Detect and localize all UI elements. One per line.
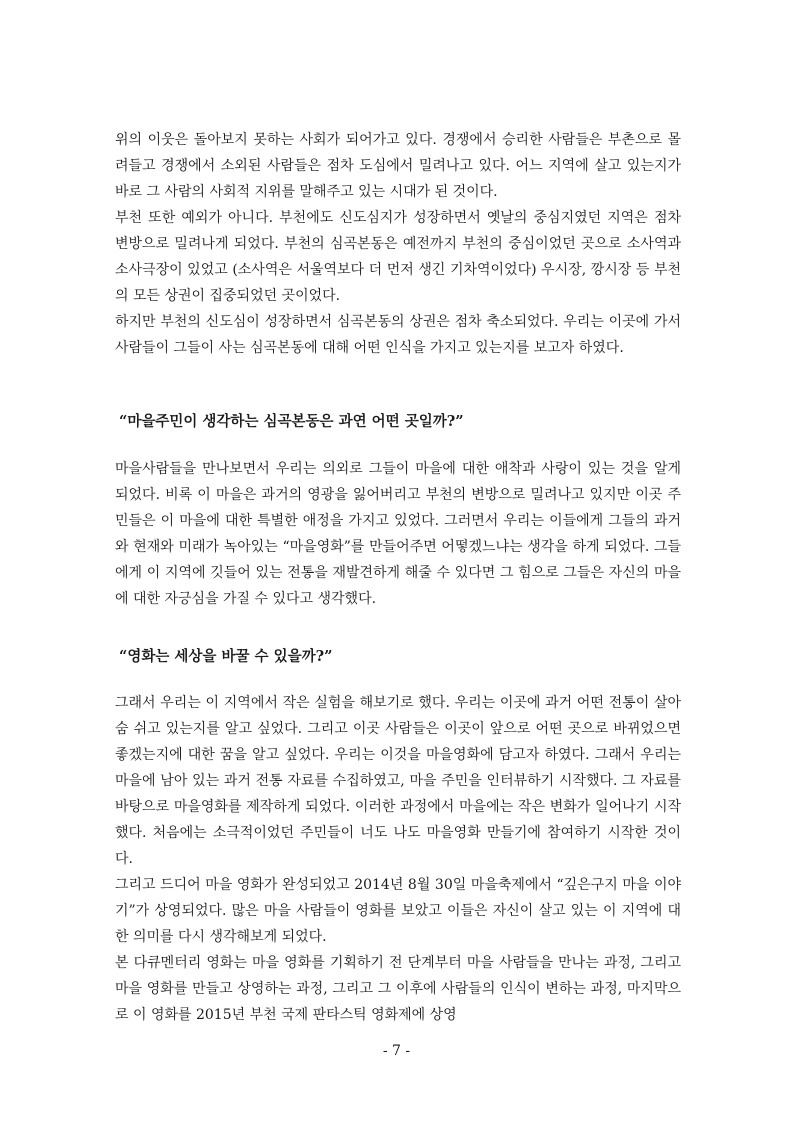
paragraph-text: 본 다큐멘터리 영화는 마을 영화를 기획하기 전 단계부터 마을 사람들을 만나는 과정, 그리고 마을 영화를 만들고 상영하는 과정, 그리고 그 이후에 사람들의 인식이 변하는 과정, 마지막으로 이 영화를 2015년 부천 국제 판타스틱 영화제에 상영 (115, 955, 681, 1023)
section-heading-2: “영화는 세상을 바꿀 수 있을까?” (119, 648, 333, 665)
paragraph-text: 부천 또한 예외가 아니다. 부천에도 신도심지가 성장하면서 옛날의 중심지였던 지역은 점차 변방으로 밀려나게 되었다. 부천의 심곡본동은 예전까지 부천의 중심이었던 곳으로 소사역과 소사극장이 있었고 (소사역은 서울역보다 더 먼저 생긴 기차역이었다) 우시장, 깡시장 등 부천의 모든 상권이 집중되었던 곳이었다. (115, 210, 681, 304)
paragraph-text: 그리고 드디어 마을 영화가 완성되었고 2014년 8월 30일 마을축제에서 “깊은구지 마을 이야기”가 상영되었다. 많은 마을 사람들이 영화를 보았고 이들은 자신이 살고 있는 이 지역에 대한 의미를 다시 생각해보게 되었다. (115, 877, 681, 945)
page-number: - 7 - (382, 1043, 411, 1059)
body-paragraph-section-2 (115, 690, 681, 1028)
paragraph-text: 위의 이웃은 돌아보지 못하는 사회가 되어가고 있다. 경쟁에서 승리한 사람들은 부촌으로 몰려들고 경쟁에서 소외된 사람들은 점차 도심에서 밀려나고 있다. 어느 지역에 살고 있는지가 바로 그 사람의 사회적 지위를 말해주고 있는 시대가 된 것이다. (115, 132, 681, 200)
paragraph-text: 하지만 부천의 신도심이 성장하면서 심곡본동의 상권은 점차 축소되었다. 우리는 이곳에 가서 사람들이 그들이 사는 심곡본동에 대해 어떤 인식을 가지고 있는지를 보고자 하였다. (115, 314, 681, 356)
section-heading-1: “마을주민이 생각하는 심곡본동은 과연 어떤 곳일까?” (119, 413, 464, 430)
paragraph-text: 그래서 우리는 이 지역에서 작은 실험을 해보기로 했다. 우리는 이곳에 과거 어떤 전통이 살아 숨 쉬고 있는지를 알고 싶었다. 그리고 이곳 사람들은 이곳이 앞으로 어떤 곳으로 바뀌었으면 좋겠는지에 대한 꿈을 알고 싶었다. 우리는 이것을 마을영화에 담고자 하였다. 그래서 우리는 마을에 남아 있는 과거 전통 자료를 수집하였고, 마을 주민을 인터뷰하기 시작했다. 그 자료를 바탕으로 마을영화를 제작하게 되었다. 이러한 과정에서 마을에는 작은 변화가 일어나기 시작했다. 처음에는 소극적이었던 주민들이 너도 나도 마을영화 만들기에 참여하기 시작한 것이다. (115, 695, 681, 867)
body-paragraph-section-1 (115, 456, 681, 612)
paragraph-text: 마을사람들을 만나보면서 우리는 의외로 그들이 마을에 대한 애착과 사랑이 있는 것을 알게 되었다. 비록 이 마을은 과거의 영광을 잃어버리고 부천의 변방으로 밀려나고 있지만 이곳 주민들은 이 마을에 대한 특별한 애정을 가지고 있었다. 그러면서 우리는 이들에게 그들의 과거와 현재와 미래가 녹아있는 “마을영화”를 만들어주면 어떻겠느냐는 생각을 하게 되었다. 그들에게 이 지역에 깃들어 있는 전통을 재발견하게 해줄 수 있다면 그 힘으로 그들은 자신의 마을에 대한 자긍심을 가질 수 있다고 생각했다. (115, 461, 681, 607)
body-paragraph-intro (115, 127, 681, 361)
